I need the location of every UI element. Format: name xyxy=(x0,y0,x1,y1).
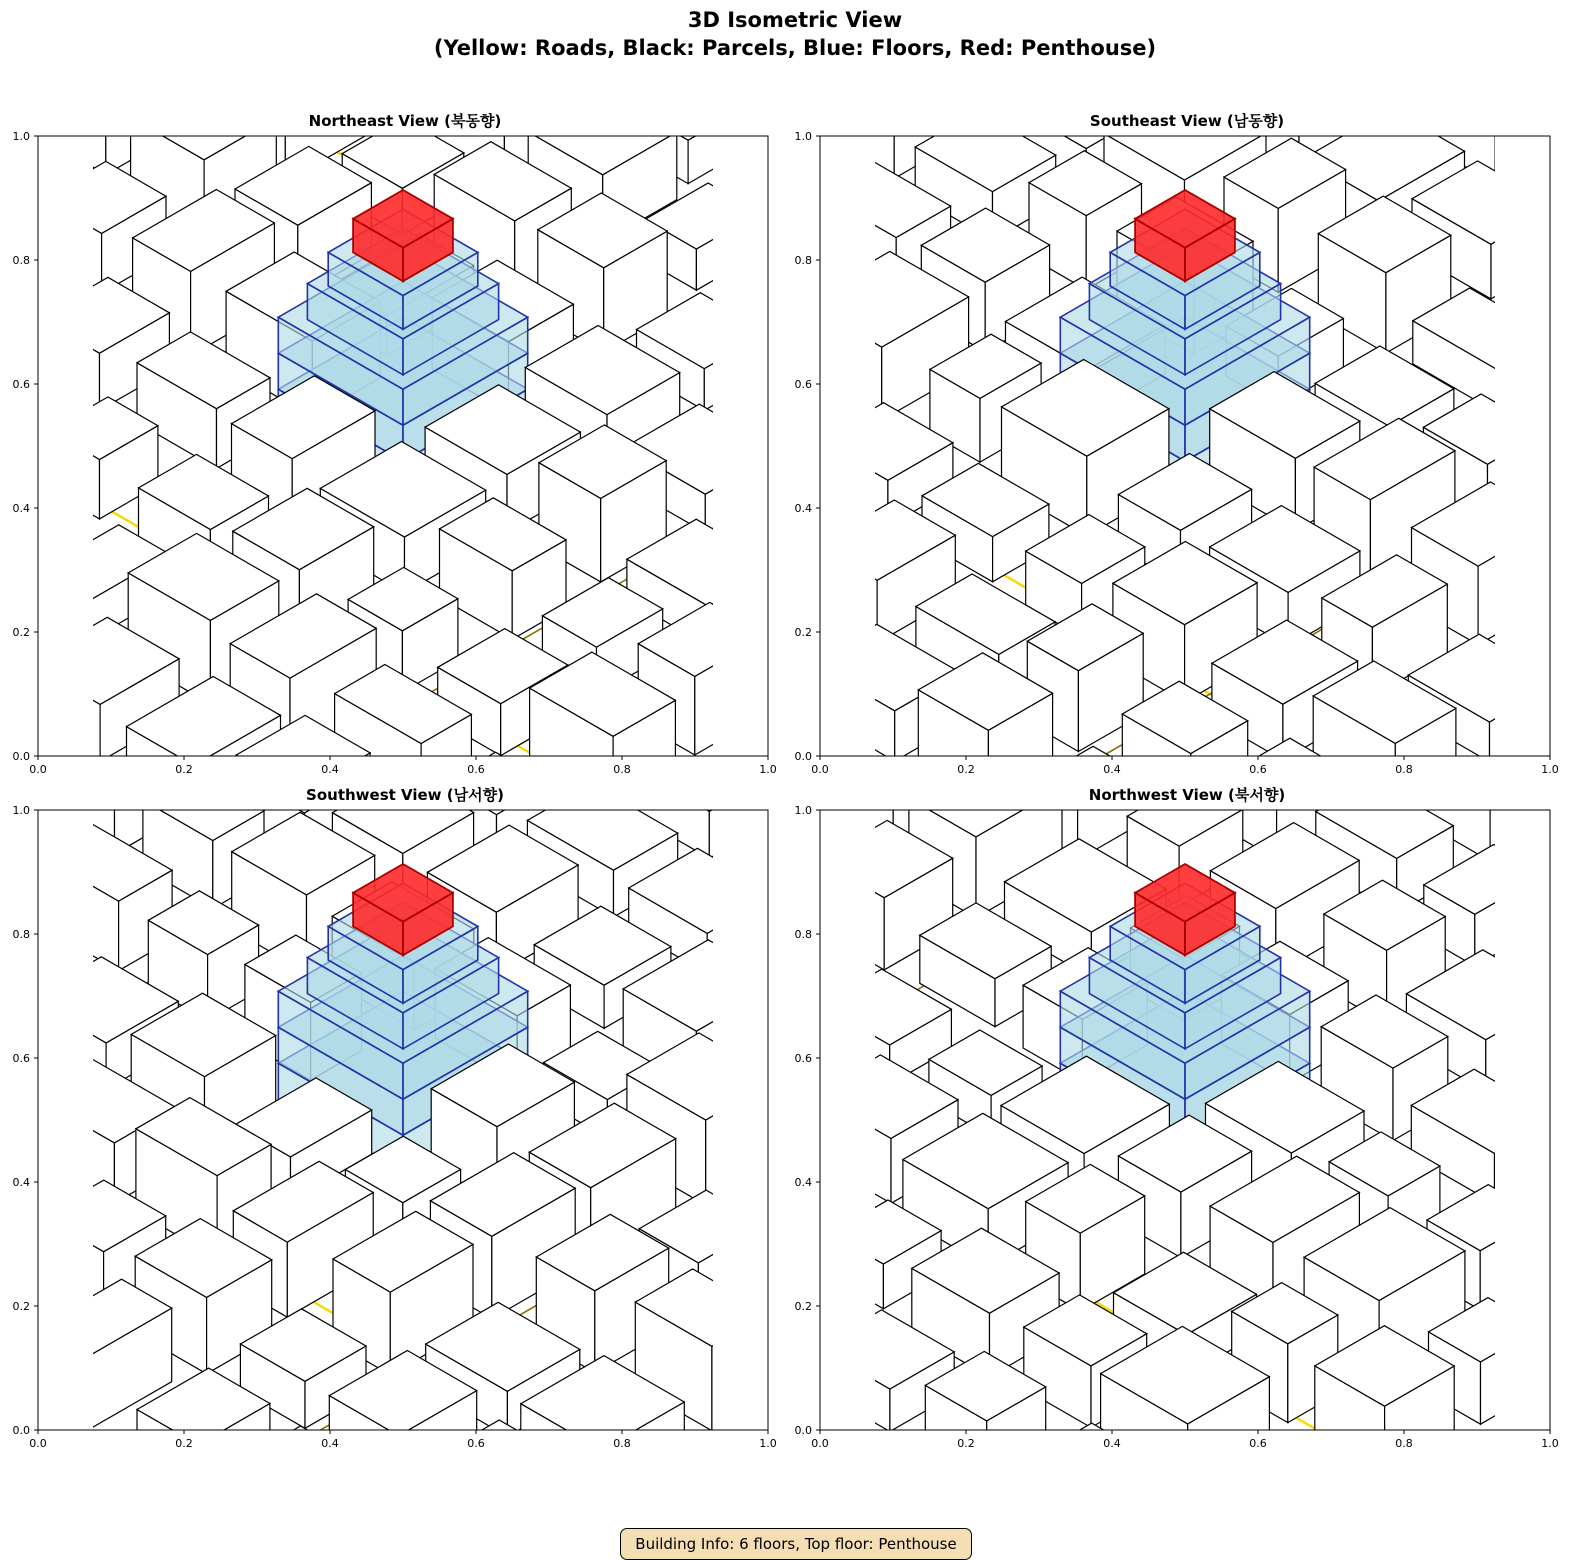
parcel-building-face xyxy=(794,1069,863,1149)
panel-plot xyxy=(782,784,1562,1450)
x-tick-label: 0.0 xyxy=(811,1437,829,1450)
parcel-building-face xyxy=(706,1078,778,1205)
parcel-building xyxy=(1527,1248,1590,1368)
parcel-building-face xyxy=(1516,344,1590,423)
parcel-building xyxy=(1227,1431,1343,1541)
x-tick-label: 0.2 xyxy=(175,763,193,776)
parcel-building-face xyxy=(1518,801,1573,912)
parcel-building-face xyxy=(0,135,8,235)
x-tick-label: 0.8 xyxy=(1395,1437,1413,1450)
parcel-building-face xyxy=(0,1066,2,1144)
parcel-building-face xyxy=(1008,1472,1079,1552)
parcel-building xyxy=(0,102,65,234)
y-tick-label: 0.4 xyxy=(12,1176,30,1189)
y-tick-label: 0.2 xyxy=(794,1300,812,1313)
x-tick-label: 1.0 xyxy=(1541,763,1559,776)
y-tick-label: 0.4 xyxy=(794,502,812,515)
panel-title: Northeast View (북동향) xyxy=(308,112,502,130)
parcel-building-face xyxy=(1499,338,1556,414)
parcel-building-face xyxy=(430,1460,507,1549)
y-tick-label: 0.0 xyxy=(794,1424,812,1437)
parcel-building-face xyxy=(1486,996,1562,1092)
y-tick-label: 0.0 xyxy=(794,750,812,763)
x-tick-label: 1.0 xyxy=(759,763,777,776)
parcel-building-face xyxy=(1511,576,1581,703)
parcel-building-face xyxy=(1581,480,1590,585)
parcel-building-face xyxy=(1523,146,1590,235)
parcel-building-face xyxy=(1514,880,1590,961)
parcel-building xyxy=(0,781,74,914)
x-tick-label: 0.6 xyxy=(467,1437,485,1450)
parcel-building xyxy=(1516,344,1590,470)
parcel-building-face xyxy=(0,1249,71,1327)
parcel-building-face xyxy=(1227,1468,1280,1541)
parcel-building-face xyxy=(823,75,895,178)
y-tick-label: 0.8 xyxy=(794,928,812,941)
y-tick-label: 0.4 xyxy=(794,1176,812,1189)
parcel-building-face xyxy=(1527,1279,1586,1367)
parcel-building-face xyxy=(734,840,789,913)
y-tick-label: 0.8 xyxy=(12,928,30,941)
parcel-building-face xyxy=(41,199,101,294)
parcel-building xyxy=(0,876,69,1026)
y-tick-label: 0.2 xyxy=(12,1300,30,1313)
y-tick-label: 0.6 xyxy=(794,1052,812,1065)
parcel-building-face xyxy=(709,773,775,858)
parcel-building-face xyxy=(707,894,776,974)
parcel-building-face xyxy=(0,1148,3,1261)
parcel-building xyxy=(0,466,60,578)
parcel-building xyxy=(1511,532,1590,702)
parcel-building-face xyxy=(231,1466,306,1549)
parcel-building-face xyxy=(816,545,877,643)
parcel-building xyxy=(0,333,72,470)
parcel-building xyxy=(1518,227,1590,353)
y-tick-label: 0.2 xyxy=(12,626,30,639)
parcel-building-face xyxy=(1491,207,1557,299)
parcel-building-face xyxy=(1523,116,1590,186)
parcel-building-face xyxy=(787,823,861,917)
x-tick-label: 0.0 xyxy=(29,763,47,776)
parcel-building-face xyxy=(328,1510,409,1560)
parcel-building-face xyxy=(8,140,65,235)
parcel-building-face xyxy=(1570,913,1590,1030)
parcel-building-face xyxy=(1130,1511,1185,1560)
parcel-building-face xyxy=(1515,442,1590,521)
parcel-building-face xyxy=(1523,1141,1590,1212)
y-tick-label: 0.6 xyxy=(794,378,812,391)
parcel-building-face xyxy=(1518,263,1587,353)
y-tick-label: 0.0 xyxy=(12,1424,30,1437)
parcel-building-face xyxy=(1488,431,1546,523)
parcel-building-face xyxy=(1495,62,1557,184)
panel-plot xyxy=(0,784,780,1450)
panel-northeast xyxy=(0,110,777,776)
parcel-building-face xyxy=(630,57,774,140)
x-tick-label: 0.4 xyxy=(1103,763,1121,776)
parcel-building-face xyxy=(1130,1479,1241,1543)
x-tick-label: 0.6 xyxy=(1249,1437,1267,1450)
parcel-building-face xyxy=(1495,1117,1558,1204)
figure-title-line2: (Yellow: Roads, Black: Parcels, Blue: Floors, Red: Penthouse) xyxy=(433,36,1157,60)
panel-title: Southwest View (남서향) xyxy=(306,786,504,804)
x-tick-label: 0.4 xyxy=(321,1437,339,1450)
parcel-building-face xyxy=(708,566,777,646)
y-tick-label: 0.6 xyxy=(12,1052,30,1065)
parcel-building-face xyxy=(1516,373,1590,470)
parcel-building-face xyxy=(1008,1423,1163,1513)
parcel-building xyxy=(1130,1479,1241,1560)
parcel-building-face xyxy=(819,860,885,970)
parcel-building-face xyxy=(1490,762,1562,861)
x-tick-label: 0.0 xyxy=(29,1437,47,1450)
figure-title-line1: 3D Isometric View xyxy=(687,8,903,32)
panel-southeast xyxy=(782,110,1559,776)
x-tick-label: 0.2 xyxy=(175,1437,193,1450)
x-tick-label: 0.8 xyxy=(1395,763,1413,776)
parcel-building-face xyxy=(705,451,780,533)
parcel-building xyxy=(430,1420,576,1549)
parcel-building-face xyxy=(0,102,65,172)
parcel-building-face xyxy=(0,362,72,469)
parcel-building xyxy=(1008,1423,1163,1552)
parcel-building-face xyxy=(0,914,3,1026)
parcel-building-face xyxy=(3,1147,77,1261)
parcel-building-face xyxy=(1079,1464,1163,1552)
parcel-building-face xyxy=(803,302,882,421)
parcel-building-face xyxy=(28,663,100,762)
parcel-building-face xyxy=(328,1470,478,1557)
parcel-building-face xyxy=(0,781,74,862)
parcel-building-face xyxy=(1581,572,1590,702)
parcel-building-face xyxy=(0,876,69,951)
parcel-building xyxy=(1523,116,1590,235)
x-tick-label: 1.0 xyxy=(759,1437,777,1450)
parcel-building-face xyxy=(779,225,847,350)
x-tick-label: 0.4 xyxy=(321,763,339,776)
panel-southwest xyxy=(0,784,777,1450)
parcel-building-face xyxy=(0,1278,71,1373)
parcel-building xyxy=(0,1249,71,1374)
parcel-building-face xyxy=(704,332,768,411)
parcel-building-face xyxy=(1586,1282,1590,1368)
parcel-building-face xyxy=(1129,0,1191,2)
x-tick-label: 0.2 xyxy=(957,763,975,776)
parcel-building-face xyxy=(38,572,89,641)
parcel-building-face xyxy=(0,1025,74,1106)
parcel-building-face xyxy=(1518,227,1590,303)
parcel-building-face xyxy=(1523,1183,1573,1255)
parcel-building-face xyxy=(409,1517,478,1560)
parcel-building-face xyxy=(1573,788,1590,912)
parcel-building-face xyxy=(430,1420,576,1504)
y-tick-label: 0.8 xyxy=(794,254,812,267)
panel-title: Northwest View (북서향) xyxy=(1088,786,1286,804)
x-tick-label: 0.8 xyxy=(613,763,631,776)
y-tick-label: 0.4 xyxy=(12,502,30,515)
panel-plot xyxy=(0,110,780,776)
parcel-building-face xyxy=(712,1313,769,1431)
x-tick-label: 0.4 xyxy=(1103,1437,1121,1450)
parcel-building-face xyxy=(1191,0,1241,2)
y-tick-label: 0.6 xyxy=(12,378,30,391)
figure-title xyxy=(0,6,1590,62)
parcel-building xyxy=(1523,1141,1590,1255)
y-tick-label: 1.0 xyxy=(794,804,812,817)
parcel-building-face xyxy=(47,58,106,175)
parcel-building-face xyxy=(0,333,72,412)
parcel-building-face xyxy=(1227,1431,1343,1498)
parcel-building-face xyxy=(1573,1169,1590,1254)
parcel-building xyxy=(1518,756,1590,911)
parcel-building-face xyxy=(1185,1511,1240,1560)
panel-title: Southeast View (남동향) xyxy=(1089,112,1285,130)
parcel-building-face xyxy=(796,611,847,697)
parcel-building-face xyxy=(306,1469,375,1549)
x-tick-label: 0.8 xyxy=(613,1437,631,1450)
y-tick-label: 1.0 xyxy=(12,130,30,143)
parcel-building-face xyxy=(794,378,858,471)
parcel-building-face xyxy=(231,1426,375,1509)
y-tick-label: 0.0 xyxy=(12,750,30,763)
panel-plot xyxy=(782,110,1562,776)
parcel-building-face xyxy=(506,1464,576,1549)
parcel-building-face xyxy=(789,1251,861,1377)
x-tick-label: 1.0 xyxy=(1541,1437,1559,1450)
parcel-building-face xyxy=(1005,56,1165,149)
parcel-building xyxy=(231,1426,375,1549)
parcel-building-face xyxy=(0,820,6,914)
parcel-building-face xyxy=(1527,1248,1590,1314)
parcel-building-face xyxy=(0,466,60,531)
y-tick-label: 1.0 xyxy=(12,804,30,817)
parcel-building-face xyxy=(38,318,100,411)
y-tick-label: 0.2 xyxy=(794,626,812,639)
building-info-box: Building Info: 6 floors, Top floor: Penthouse xyxy=(620,1528,972,1560)
parcel-building-face xyxy=(6,823,74,914)
parcel-building-face xyxy=(1515,483,1581,585)
panel-northwest xyxy=(782,784,1559,1450)
parcel-building-face xyxy=(36,1329,86,1432)
parcel-building-face xyxy=(793,485,860,588)
x-tick-label: 0.0 xyxy=(811,763,829,776)
parcel-building xyxy=(1129,0,1241,2)
parcel-building xyxy=(1514,880,1590,1029)
parcel-building-face xyxy=(1514,929,1570,1029)
x-tick-label: 0.6 xyxy=(1249,763,1267,776)
parcel-building-face xyxy=(2,609,57,691)
parcel-building-face xyxy=(688,90,774,183)
parcel-building xyxy=(0,1025,74,1145)
y-tick-label: 1.0 xyxy=(794,130,812,143)
parcel-building-face xyxy=(1280,1462,1343,1541)
y-tick-label: 0.8 xyxy=(12,254,30,267)
x-tick-label: 0.2 xyxy=(957,1437,975,1450)
parcel-building-face xyxy=(0,611,2,691)
parcel-building-face xyxy=(50,431,100,519)
parcel-building-face xyxy=(732,143,786,240)
parcel-building-face xyxy=(1511,532,1590,616)
parcel-building xyxy=(1515,442,1590,585)
x-tick-label: 0.6 xyxy=(467,763,485,776)
parcel-building xyxy=(328,1470,478,1560)
